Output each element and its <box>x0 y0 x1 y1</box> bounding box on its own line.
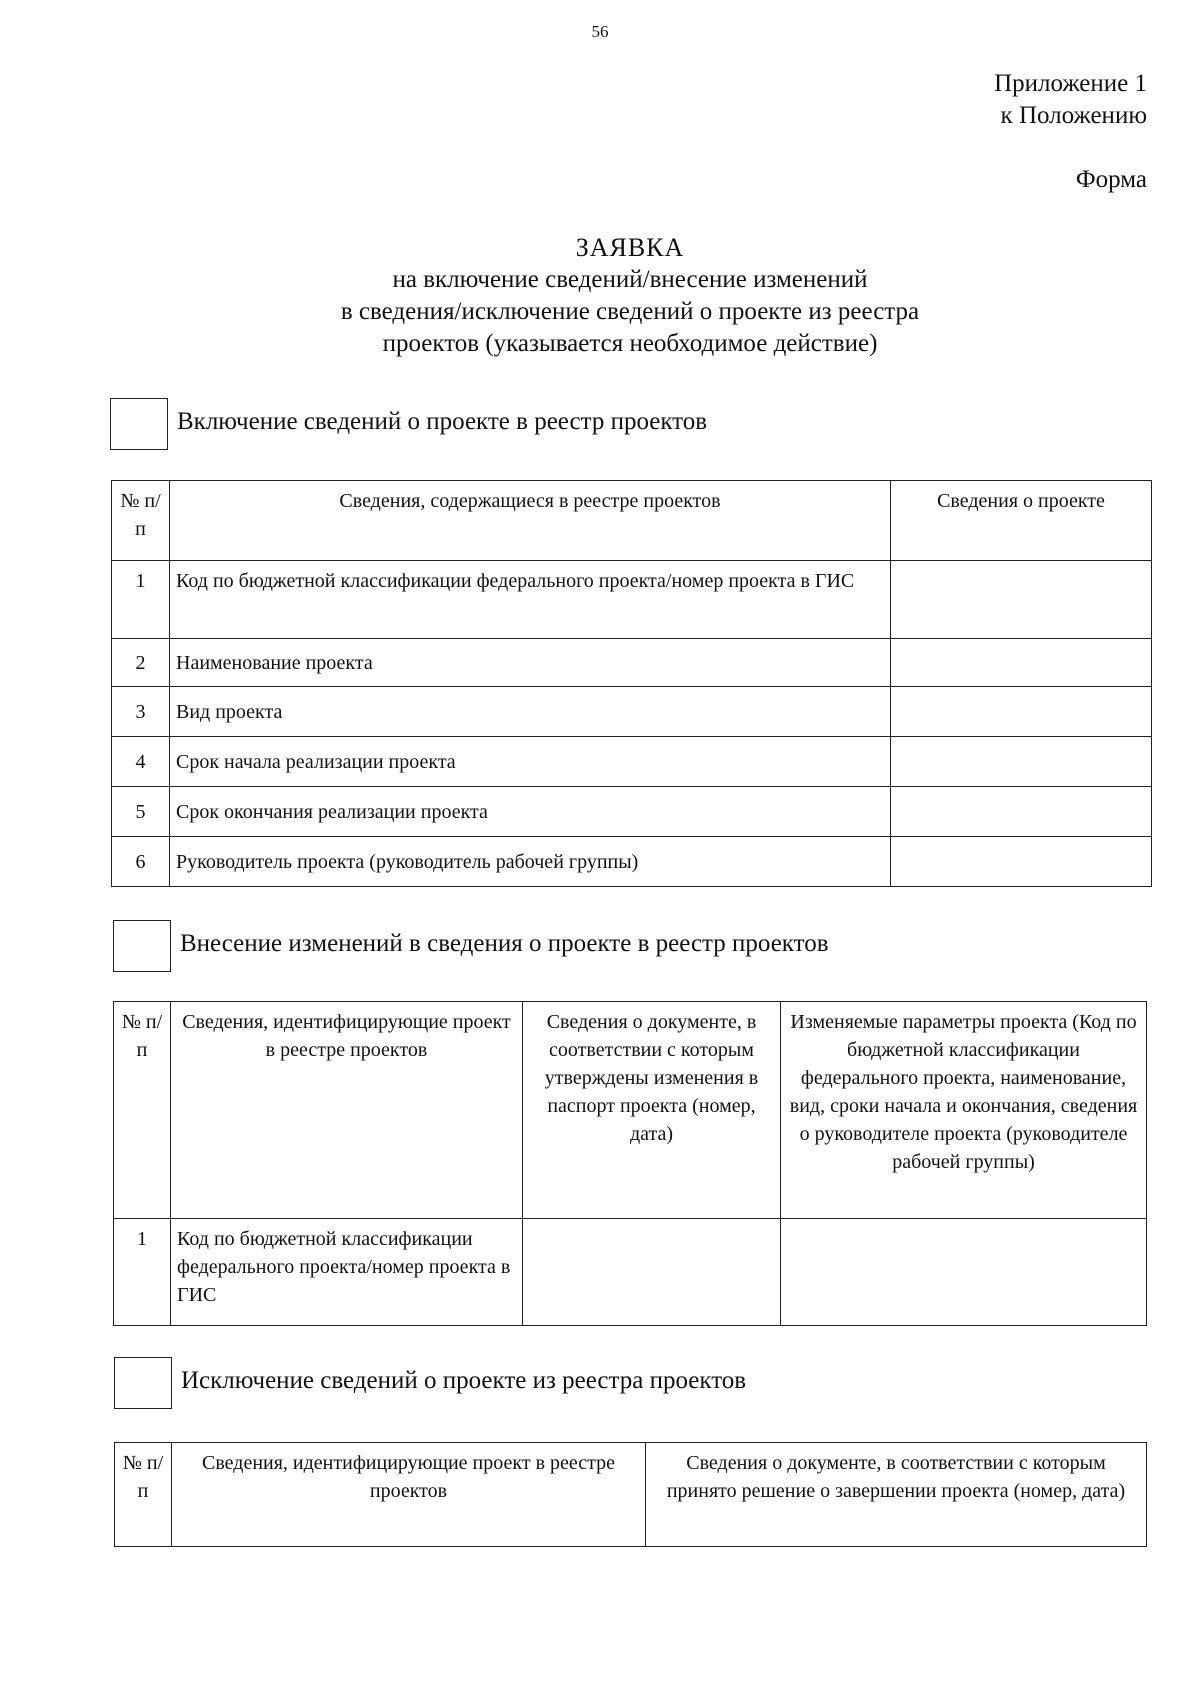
table-row <box>112 837 1152 887</box>
section1-label: Включение сведений о проекте в реестр проектов <box>177 408 708 435</box>
header-ident: Сведения, идентифицирующие проект в реестре проектов <box>171 1002 523 1219</box>
row-num: 4 <box>112 737 170 787</box>
row-text: Код по бюджетной классификации федерального проекта/номер проекта в ГИС <box>170 561 891 639</box>
appendix-line1: Приложение 1 <box>994 70 1147 97</box>
row-num: 1 <box>114 1219 171 1326</box>
row-text: Срок окончания реализации проекта <box>170 787 891 837</box>
table-row <box>112 687 1152 737</box>
table-header-row <box>115 1443 1147 1547</box>
header-project: Сведения о проекте <box>891 481 1152 561</box>
exclude-checkbox[interactable] <box>114 1357 172 1409</box>
table-row <box>112 737 1152 787</box>
form-label: Форма <box>1075 166 1147 193</box>
modify-checkbox[interactable] <box>113 920 171 972</box>
row-text: Код по бюджетной классификации федерального проекта/номер проекта в ГИС <box>171 1219 523 1326</box>
row-doc-cell[interactable] <box>523 1219 781 1326</box>
header-ident: Сведения, идентифицирующие проект в реестре проектов <box>172 1443 646 1547</box>
row-value-cell[interactable] <box>891 687 1152 737</box>
row-text: Вид проекта <box>170 687 891 737</box>
row-value-cell[interactable] <box>891 561 1152 639</box>
title-main: ЗАЯВКА <box>575 233 685 262</box>
page-number: 56 <box>591 22 609 41</box>
table-header-row <box>112 481 1152 561</box>
title-line2: в сведения/исключение сведений о проекте из реестра <box>340 298 920 325</box>
header-num: № п/п <box>112 481 170 561</box>
include-table <box>111 480 1152 887</box>
row-value-cell[interactable] <box>891 639 1152 687</box>
document-title <box>0 232 1200 360</box>
table-row <box>112 787 1152 837</box>
row-num: 1 <box>112 561 170 639</box>
exclude-table <box>114 1442 1147 1547</box>
table-row <box>114 1219 1147 1326</box>
row-value-cell[interactable] <box>891 837 1152 887</box>
row-params-cell[interactable] <box>781 1219 1147 1326</box>
header-params: Изменяемые параметры проекта (Код по бюджетной классификации федерального проекта, наименование, вид, сроки начала и окончания, сведения о руководителе проекта (руководителе рабочей группы) <box>781 1002 1147 1219</box>
section3-label: Исключение сведений о проекте из реестра проектов <box>181 1367 747 1394</box>
header-info: Сведения, содержащиеся в реестре проектов <box>170 481 891 561</box>
row-text: Наименование проекта <box>170 639 891 687</box>
header-doc: Сведения о документе, в соответствии с которым принято решение о завершении проекта (номер, дата) <box>646 1443 1147 1547</box>
header-doc: Сведения о документе, в соответствии с которым утверждены изменения в паспорт проекта (номер, дата) <box>523 1002 781 1219</box>
row-num: 3 <box>112 687 170 737</box>
appendix-header <box>994 68 1147 132</box>
header-num: № п/п <box>114 1002 171 1219</box>
title-line1: на включение сведений/внесение изменений <box>392 266 868 293</box>
modify-table <box>113 1001 1147 1326</box>
header-num: № п/п <box>115 1443 172 1547</box>
row-text: Руководитель проекта (руководитель рабочей группы) <box>170 837 891 887</box>
table-row <box>112 561 1152 639</box>
section2-label: Внесение изменений в сведения о проекте в реестр проектов <box>180 930 829 957</box>
title-line3: проектов (указывается необходимое действие) <box>382 330 878 357</box>
row-text: Срок начала реализации проекта <box>170 737 891 787</box>
appendix-line2: к Положению <box>1000 102 1147 129</box>
table-header-row <box>114 1002 1147 1219</box>
row-value-cell[interactable] <box>891 787 1152 837</box>
row-num: 5 <box>112 787 170 837</box>
row-num: 6 <box>112 837 170 887</box>
table-row <box>112 639 1152 687</box>
include-checkbox[interactable] <box>110 398 168 450</box>
row-value-cell[interactable] <box>891 737 1152 787</box>
row-num: 2 <box>112 639 170 687</box>
